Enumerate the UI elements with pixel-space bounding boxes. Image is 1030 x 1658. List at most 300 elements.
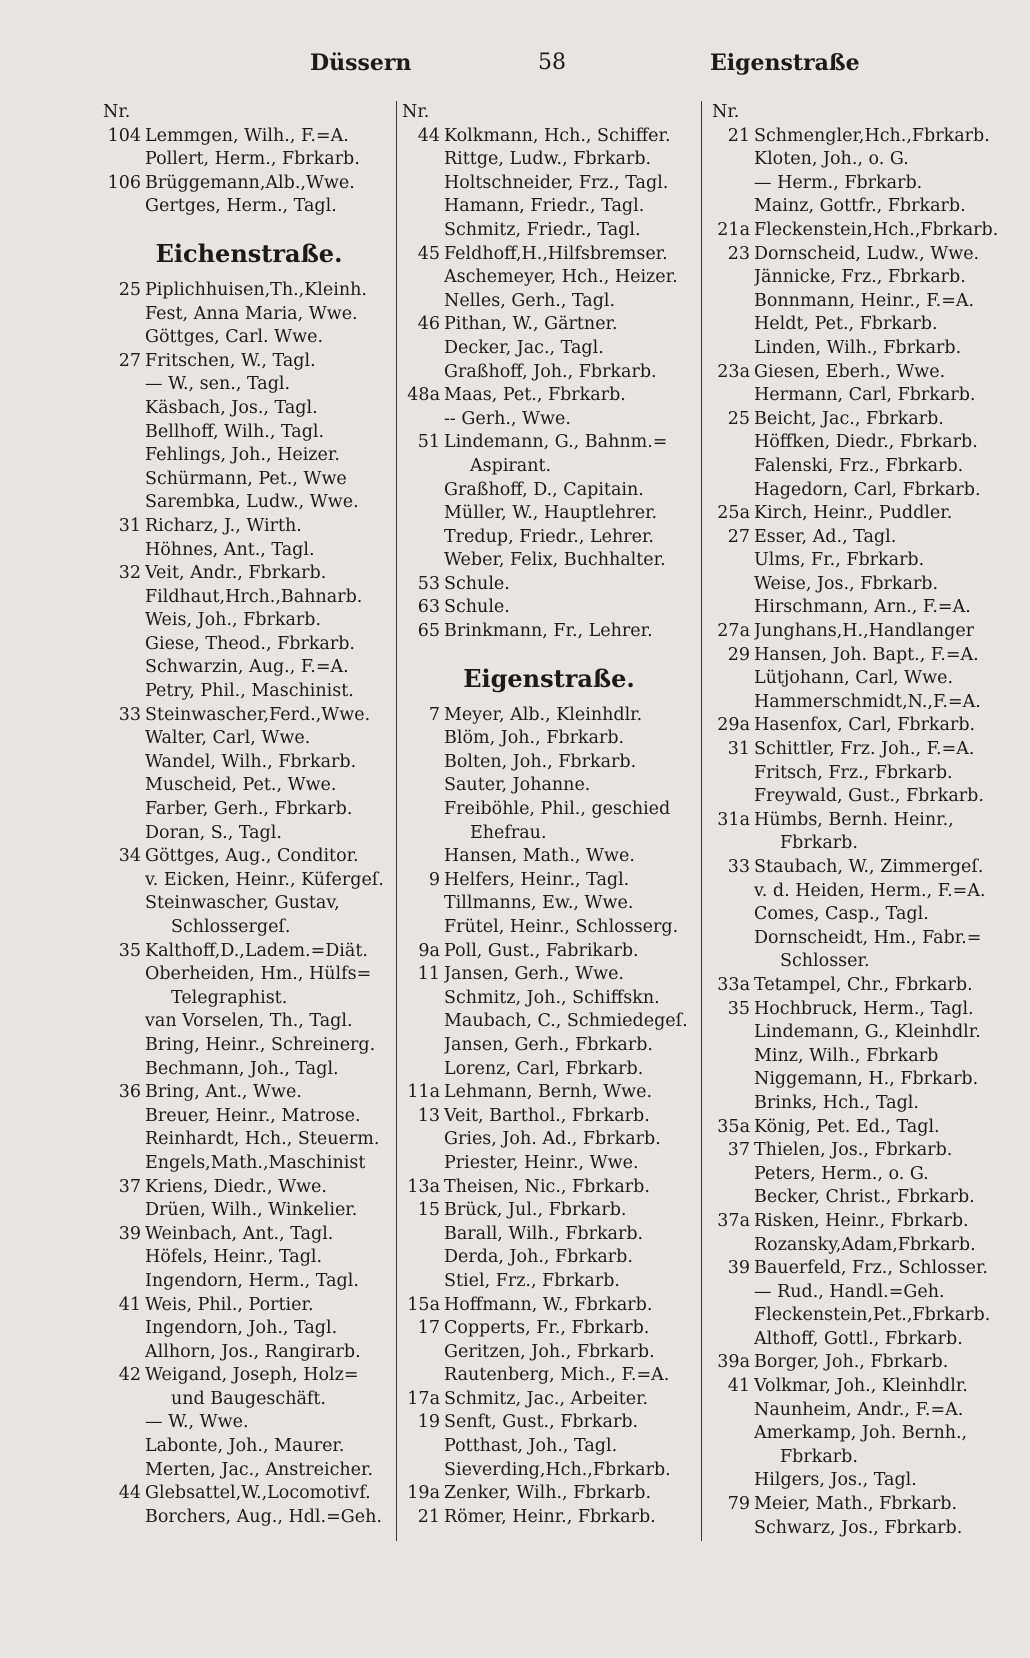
house-number: 21 — [727, 125, 750, 146]
directory-entry — [402, 1223, 696, 1247]
directory-entry — [103, 822, 395, 846]
directory-entry — [712, 1422, 1008, 1446]
house-number — [402, 549, 444, 573]
house-number — [103, 727, 145, 751]
house-number: 17a — [407, 1388, 440, 1409]
house-number — [402, 987, 444, 1011]
resident-text: Dornscheid, Ludw., Wwe. — [754, 243, 980, 264]
house-number: 25 — [118, 279, 141, 300]
house-number: 63 — [417, 597, 440, 618]
resident-text: Tetampel, Chr., Fbrkarb. — [754, 974, 973, 995]
directory-entry — [402, 172, 696, 196]
house-number — [103, 751, 145, 775]
house-number: 15a — [407, 1294, 440, 1315]
resident-text: Poll, Gust., Fabrikarb. — [444, 940, 639, 961]
directory-entry — [402, 573, 696, 597]
directory-entry — [402, 1459, 696, 1483]
house-number: 33 — [727, 857, 750, 877]
directory-entry — [402, 620, 696, 644]
resident-text: Ulms, Fr., Fbrkarb. — [754, 550, 925, 571]
directory-entry — [402, 963, 696, 987]
page-header — [100, 50, 1000, 82]
resident-text: Fleckenstein,Hch.,Fbrkarb. — [754, 219, 999, 240]
resident-text: Nelles, Gerh., Tagl. — [444, 290, 616, 311]
resident-text: — Rud., Handl.=Geh. — [754, 1281, 945, 1302]
directory-entry — [103, 125, 395, 149]
directory-entry — [712, 172, 1008, 196]
resident-text: Fehlings, Joh., Heizer. — [145, 445, 340, 466]
house-number — [712, 1163, 754, 1187]
directory-entry — [402, 704, 696, 728]
house-number — [103, 148, 145, 172]
house-number: 31 — [727, 739, 750, 760]
directory-entry — [103, 1128, 395, 1152]
resident-text: Lütjohann, Carl, Wwe. — [754, 668, 954, 689]
house-number — [103, 468, 145, 492]
directory-entry — [402, 431, 696, 455]
house-number — [712, 1422, 754, 1446]
directory-entry — [402, 1105, 696, 1129]
directory-entry — [103, 1294, 395, 1318]
resident-text: Hamann, Friedr., Tagl. — [444, 196, 645, 217]
resident-text: Meyer, Alb., Kleinhdlr. — [444, 704, 643, 725]
resident-text: Hilgers, Jos., Tagl. — [754, 1470, 917, 1491]
house-number — [402, 751, 444, 775]
resident-text: Doran, S., Tagl. — [145, 822, 282, 843]
directory-entry — [103, 373, 395, 397]
resident-text: Kalthoff,D.,Ladem.=Diät. — [145, 940, 368, 961]
directory-entry — [402, 1341, 696, 1365]
house-number — [103, 1341, 145, 1365]
resident-text: Steinwascher,Ferd.,Wwe. — [145, 704, 371, 725]
directory-entry — [103, 1223, 395, 1247]
resident-text: Freywald, Gust., Fbrkarb. — [754, 786, 984, 807]
resident-text: Wandel, Wilh., Fbrkarb. — [145, 751, 357, 772]
resident-text: Höfels, Heinr., Tagl. — [145, 1247, 323, 1268]
directory-entry — [402, 845, 696, 869]
house-number — [103, 680, 145, 704]
directory-entry — [103, 562, 395, 586]
directory-entry — [402, 1176, 696, 1200]
directory-entry — [712, 1517, 1008, 1541]
house-number: 23a — [717, 361, 750, 382]
house-number: 41 — [118, 1294, 141, 1315]
directory-entry — [402, 940, 696, 964]
house-number — [712, 384, 754, 408]
directory-entry — [103, 940, 395, 964]
directory-entry — [103, 586, 395, 610]
directory-entry — [103, 1010, 395, 1034]
directory-entry — [103, 539, 395, 563]
resident-text: Bolten, Joh., Fbrkarb. — [444, 751, 637, 772]
directory-entry — [712, 1186, 1008, 1210]
resident-text: Zenker, Wilh., Fbrkarb. — [444, 1483, 652, 1504]
resident-text: Drüen, Wilh., Winkelier. — [145, 1200, 358, 1221]
entry-continuation — [712, 950, 1008, 974]
resident-text: Hümbs, Bernh. Heinr., — [754, 809, 954, 830]
resident-text: Muscheid, Pet., Wwe. — [145, 775, 337, 796]
resident-text: van Vorselen, Th., Tagl. — [145, 1011, 353, 1032]
directory-entry — [402, 384, 696, 408]
house-number — [712, 479, 754, 503]
directory-entry — [402, 1246, 696, 1270]
house-number: 35a — [717, 1116, 750, 1137]
resident-text: Göttges, Carl. Wwe. — [145, 327, 324, 348]
resident-text: Bring, Heinr., Schreinerg. — [145, 1034, 376, 1055]
directory-entry — [712, 738, 1008, 762]
resident-text: Sauter, Johanne. — [444, 775, 591, 796]
house-number — [103, 633, 145, 657]
house-number — [402, 361, 444, 385]
resident-text: v. Eicken, Heinr., Küfergeſ. — [145, 869, 384, 890]
directory-entry — [402, 1411, 696, 1435]
directory-entry — [402, 290, 696, 314]
directory-entry — [402, 479, 696, 503]
directory-entry — [402, 1364, 696, 1388]
directory-entry — [103, 303, 395, 327]
resident-text: Bonnmann, Heinr., F.=A. — [754, 290, 975, 311]
resident-text: Thielen, Jos., Fbrkarb. — [754, 1140, 953, 1161]
resident-text: Gertges, Herm., Tagl. — [145, 196, 337, 217]
house-number: 7 — [428, 704, 440, 725]
resident-text: Borchers, Aug., Hdl.=Geh. — [145, 1506, 382, 1527]
directory-entry — [103, 1506, 395, 1530]
house-number: 51 — [417, 432, 440, 453]
directory-entry — [402, 313, 696, 337]
number-spacer — [103, 916, 145, 940]
column-divider — [396, 101, 397, 1541]
directory-entry — [103, 963, 395, 987]
number-spacer — [712, 1446, 754, 1470]
house-number — [712, 313, 754, 337]
resident-text: Brinkmann, Fr., Lehrer. — [444, 621, 653, 642]
resident-text: Lorenz, Carl, Fbrkarb. — [444, 1058, 644, 1079]
house-number: 53 — [417, 573, 440, 594]
resident-text: Becker, Christ., Fbrkarb. — [754, 1187, 975, 1208]
house-number — [103, 1034, 145, 1058]
house-number — [712, 667, 754, 691]
entry-continuation — [103, 987, 395, 1011]
entry-continuation — [402, 822, 696, 846]
house-number — [402, 1034, 444, 1058]
house-number — [712, 1517, 754, 1541]
directory-entry — [103, 751, 395, 775]
resident-text: Piplichhuisen,Th.,Kleinh. — [145, 279, 367, 300]
directory-entry — [712, 290, 1008, 314]
directory-entry — [402, 1034, 696, 1058]
directory-entry — [402, 337, 696, 361]
directory-entry — [712, 762, 1008, 786]
directory-entry — [712, 620, 1008, 644]
house-number — [712, 455, 754, 479]
house-number: 31 — [118, 515, 141, 536]
directory-entry — [103, 1341, 395, 1365]
resident-text: Fbrkarb. — [780, 1446, 858, 1467]
directory-entry — [402, 1152, 696, 1176]
resident-text: Farber, Gerh., Fbrkarb. — [145, 799, 353, 820]
directory-entry — [712, 880, 1008, 904]
house-number — [103, 892, 145, 916]
house-number — [402, 526, 444, 550]
directory-entry — [103, 1270, 395, 1294]
column-1 — [103, 101, 395, 1551]
house-number — [103, 539, 145, 563]
house-number: 35 — [118, 940, 141, 961]
directory-entry — [712, 408, 1008, 432]
house-number — [402, 774, 444, 798]
resident-text: Rozansky,Adam,Fbrkarb. — [754, 1234, 976, 1255]
house-number: 29a — [717, 715, 750, 736]
directory-entry — [402, 1482, 696, 1506]
directory-entry — [402, 219, 696, 243]
resident-text: Weis, Joh., Fbrkarb. — [145, 610, 322, 631]
house-number — [712, 1399, 754, 1423]
directory-entry — [402, 892, 696, 916]
resident-text: Minz, Wilh., Fbrkarb — [754, 1045, 939, 1066]
directory-entry — [712, 125, 1008, 149]
directory-entry — [103, 1058, 395, 1082]
running-head-right: Eigenstraße — [710, 50, 860, 76]
resident-text: Oberheiden, Hm., Hülfs= — [145, 964, 372, 985]
resident-text: Schittler, Frz. Joh., F.=A. — [754, 739, 975, 760]
resident-text: Borger, Joh., Fbrkarb. — [754, 1352, 949, 1373]
directory-entry — [402, 987, 696, 1011]
house-number: 45 — [417, 243, 440, 264]
house-number: 48a — [407, 385, 440, 406]
directory-entry — [103, 279, 395, 303]
house-number — [103, 1317, 145, 1341]
house-number: 25a — [717, 503, 750, 524]
resident-text: König, Pet. Ed., Tagl. — [754, 1116, 940, 1137]
resident-text: Schmitz, Joh., Schiffskn. — [444, 987, 660, 1008]
house-number — [402, 1128, 444, 1152]
directory-entry — [103, 515, 395, 539]
house-number — [103, 1010, 145, 1034]
directory-entry — [103, 656, 395, 680]
resident-text: Decker, Jac., Tagl. — [444, 337, 604, 358]
entry-continuation — [103, 916, 395, 940]
resident-text: Giesen, Eberh., Wwe. — [754, 361, 946, 382]
house-number: 11 — [417, 964, 440, 985]
resident-text: Giese, Theod., Fbrkarb. — [145, 633, 355, 654]
house-number: 79 — [727, 1494, 750, 1515]
resident-text: Höffken, Diedr., Fbrkarb. — [754, 432, 978, 453]
directory-entry — [712, 361, 1008, 385]
resident-text: Maas, Pet., Fbrkarb. — [444, 385, 626, 406]
directory-entry — [402, 727, 696, 751]
house-number — [103, 774, 145, 798]
house-number — [402, 337, 444, 361]
directory-entry — [103, 633, 395, 657]
number-spacer — [402, 455, 444, 479]
house-number: 36 — [118, 1082, 141, 1103]
house-number — [402, 219, 444, 243]
house-number: 42 — [118, 1365, 141, 1386]
number-spacer — [712, 832, 754, 856]
house-number — [712, 195, 754, 219]
resident-text: Steinwascher, Gustav, — [145, 893, 340, 914]
directory-entry — [103, 1199, 395, 1223]
house-number — [402, 290, 444, 314]
house-number — [402, 1246, 444, 1270]
directory-entry — [402, 1270, 696, 1294]
house-number — [402, 1435, 444, 1459]
directory-entry — [712, 1210, 1008, 1234]
resident-text: Römer, Heinr., Fbrkarb. — [444, 1506, 656, 1527]
house-number — [712, 691, 754, 715]
directory-entry — [103, 468, 395, 492]
resident-text: Göttges, Aug., Conditor. — [145, 846, 359, 867]
house-number — [402, 1223, 444, 1247]
resident-text: Maubach, C., Schmiedegeſ. — [444, 1011, 688, 1032]
directory-entry — [402, 361, 696, 385]
resident-text: Mainz, Gottfr., Fbrkarb. — [754, 196, 966, 217]
resident-text: Comes, Casp., Tagl. — [754, 904, 929, 925]
resident-text: Geritzen, Joh., Fbrkarb. — [444, 1341, 655, 1362]
directory-entry — [712, 384, 1008, 408]
house-number — [103, 195, 145, 219]
entry-continuation — [712, 1446, 1008, 1470]
resident-text: Weber, Felix, Buchhalter. — [444, 550, 666, 571]
house-number — [103, 326, 145, 350]
resident-text: Hirschmann, Arn., F.=A. — [754, 597, 971, 618]
directory-entry — [402, 1317, 696, 1341]
resident-text: Kloten, Joh., o. G. — [754, 149, 909, 170]
resident-text: -- Gerh., Wwe. — [444, 408, 571, 429]
directory-entry — [712, 337, 1008, 361]
directory-entry — [103, 1482, 395, 1506]
house-number — [712, 337, 754, 361]
directory-entry — [402, 1128, 696, 1152]
resident-text: Bauerfeld, Frz., Schlosser. — [754, 1258, 988, 1279]
directory-entry — [103, 1364, 395, 1388]
directory-entry — [103, 845, 395, 869]
resident-text: Hermann, Carl, Fbrkarb. — [754, 385, 976, 406]
resident-text: Holtschneider, Frz., Tagl. — [444, 172, 669, 193]
directory-entry — [103, 798, 395, 822]
resident-text: Bring, Ant., Wwe. — [145, 1082, 302, 1103]
resident-text: Hansen, Math., Wwe. — [444, 846, 635, 867]
resident-text: Hoffmann, W., Fbrkarb. — [444, 1294, 653, 1315]
directory-entry — [402, 1199, 696, 1223]
house-number: 25 — [727, 408, 750, 429]
resident-text: Ingendorn, Joh., Tagl. — [145, 1318, 338, 1339]
house-number — [402, 1459, 444, 1483]
resident-text: Kirch, Heinr., Puddler. — [754, 503, 953, 524]
resident-text: Breuer, Heinr., Matrose. — [145, 1105, 361, 1126]
house-number — [712, 596, 754, 620]
resident-text: Bellhoff, Wilh., Tagl. — [145, 421, 325, 442]
house-number: 39 — [727, 1258, 750, 1279]
column-label: Nr. — [402, 102, 430, 122]
house-number — [402, 266, 444, 290]
directory-entry — [103, 326, 395, 350]
number-spacer — [103, 987, 145, 1011]
house-number — [712, 1186, 754, 1210]
house-number — [712, 148, 754, 172]
directory-entry — [712, 1234, 1008, 1258]
resident-text: Aschemeyer, Hch., Heizer. — [444, 267, 678, 288]
directory-entry — [712, 1092, 1008, 1116]
resident-text: und Baugeschäft. — [171, 1388, 326, 1409]
resident-text: Brinks, Hch., Tagl. — [754, 1092, 919, 1113]
directory-entry — [103, 1105, 395, 1129]
directory-entry — [103, 172, 395, 196]
directory-entry — [103, 727, 395, 751]
directory-entry — [712, 644, 1008, 668]
house-number — [103, 491, 145, 515]
house-number — [402, 916, 444, 940]
resident-text: Glebsattel,W.,Locomotivf. — [145, 1483, 371, 1504]
directory-entry — [712, 596, 1008, 620]
directory-entry — [712, 1304, 1008, 1328]
directory-entry — [712, 903, 1008, 927]
entry-continuation — [103, 1388, 395, 1412]
directory-entry — [402, 916, 696, 940]
house-number: 44 — [118, 1483, 141, 1504]
resident-text: Sarembka, Ludw., Wwe. — [145, 492, 359, 513]
resident-text: Stiel, Frz., Fbrkarb. — [444, 1270, 620, 1291]
street-heading: Eigenstraße. — [463, 663, 635, 693]
house-number — [103, 373, 145, 397]
resident-text: Copperts, Fr., Fbrkarb. — [444, 1318, 650, 1339]
house-number: 37 — [727, 1140, 750, 1161]
directory-entry — [103, 680, 395, 704]
resident-text: Potthast, Joh., Tagl. — [444, 1436, 618, 1457]
house-number: 34 — [118, 846, 141, 867]
directory-entry — [712, 243, 1008, 267]
directory-entry — [712, 455, 1008, 479]
resident-text: Helfers, Heinr., Tagl. — [444, 869, 630, 890]
directory-entry — [103, 774, 395, 798]
resident-text: Frütel, Heinr., Schlosserg. — [444, 917, 679, 937]
house-number: 9a — [418, 940, 440, 961]
house-number — [402, 195, 444, 219]
directory-entry — [402, 195, 696, 219]
directory-entry — [103, 350, 395, 374]
house-number — [103, 1199, 145, 1223]
column-label: Nr. — [103, 102, 131, 122]
house-number: 23 — [727, 243, 750, 264]
resident-text: v. d. Heiden, Herm., F.=A. — [754, 880, 986, 901]
directory-entry — [402, 408, 696, 432]
house-number — [103, 1506, 145, 1530]
resident-text: Junghans,H.,Handlanger — [754, 621, 975, 642]
resident-text: Brüggemann,Alb.,Wwe. — [145, 172, 355, 193]
resident-text: Hagedorn, Carl, Fbrkarb. — [754, 479, 981, 500]
resident-text: Kolkmann, Hch., Schiffer. — [444, 125, 671, 146]
directory-entry — [103, 195, 395, 219]
resident-text: Fbrkarb. — [780, 833, 858, 854]
resident-text: Blöm, Joh., Fbrkarb. — [444, 728, 625, 749]
house-number: 32 — [118, 563, 141, 584]
directory-entry — [712, 1045, 1008, 1069]
house-number — [712, 1304, 754, 1328]
directory-entry — [712, 856, 1008, 880]
resident-text: Lemmgen, Wilh., F.=A. — [145, 125, 349, 146]
directory-entry — [712, 573, 1008, 597]
resident-text: Kriens, Diedr., Wwe. — [145, 1176, 327, 1197]
house-number — [103, 963, 145, 987]
resident-text: Müller, W., Hauptlehrer. — [444, 503, 658, 524]
house-number — [402, 502, 444, 526]
resident-text: Senft, Gust., Fbrkarb. — [444, 1412, 639, 1433]
house-number — [712, 762, 754, 786]
house-number — [712, 785, 754, 809]
resident-text: Schlosser. — [780, 951, 870, 972]
house-number — [402, 172, 444, 196]
directory-entry — [712, 1375, 1008, 1399]
